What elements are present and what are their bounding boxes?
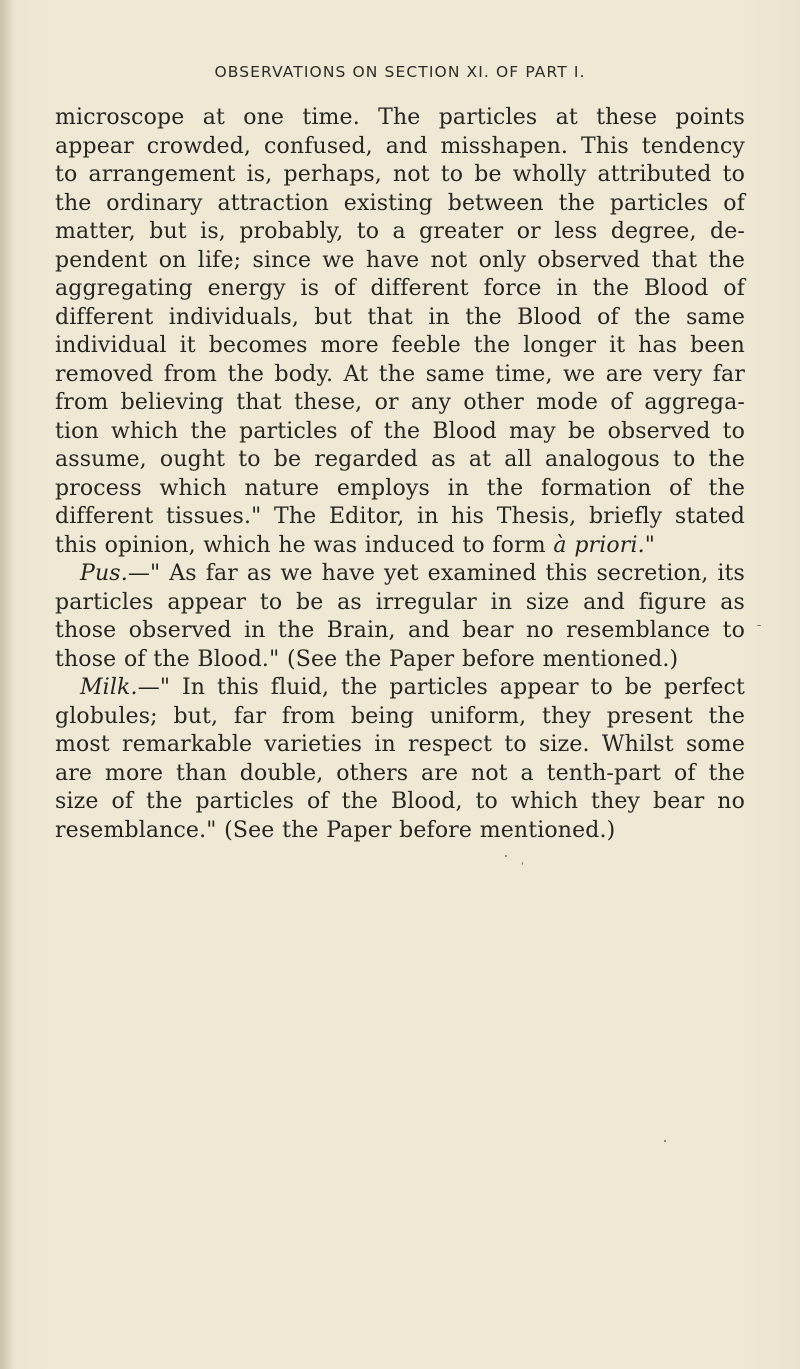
milk-paragraph-start: [55, 674, 745, 703]
paper-speck: [757, 625, 761, 626]
text-line: microscope at one time. The particles at these points: [55, 105, 745, 130]
text-line: [55, 532, 745, 561]
body-text: [55, 104, 745, 845]
text-line: are more than double, others are not a tenth-part of the: [55, 760, 745, 786]
paper-speck: [664, 1140, 666, 1142]
text-line: the ordinary attraction existing between the particles of: [55, 190, 745, 216]
text-line: assume, ought to be regarded as at all analogous to the: [55, 447, 745, 472]
paper-speck: [522, 862, 523, 865]
text-line: those of the Blood." (See the Paper before mentioned.): [55, 646, 679, 672]
text-line: particles appear to be as irregular in size and figure as: [55, 589, 745, 615]
text-line: most remarkable varieties in respect to size. Whilst some: [55, 732, 745, 757]
text-line: pendent on life; since we have not only observed that the: [55, 247, 745, 273]
text-line: removed from the body. At the same time, we are very far: [55, 361, 745, 387]
text-line: different tissues." The Editor, in his Thesis, briefly stated: [55, 504, 745, 529]
page-edge-shadow: [0, 0, 14, 1369]
text-run: —" As far as we have yet examined this secretion, its: [127, 561, 745, 586]
milk-label: Milk.: [80, 675, 138, 700]
text-line: individual it becomes more feeble the longer it has been: [55, 333, 745, 358]
text-run: this opinion, which he was induced to form: [55, 532, 554, 558]
text-line: process which nature employs in the formation of the: [55, 475, 745, 501]
text-line: matter, but is, probably, to a greater or less degree, de-: [55, 219, 745, 244]
text-line: resemblance." (See the Paper before mentioned.): [55, 817, 616, 843]
text-line: tion which the particles of the Blood may be observed to: [55, 418, 745, 444]
text-line: those observed in the Brain, and bear no resemblance to: [55, 618, 745, 643]
text-line: globules; but, far from being uniform, they present the: [55, 703, 745, 729]
running-head: OBSERVATIONS ON SECTION XI. OF PART I.: [214, 63, 586, 81]
italic-phrase: à priori.: [553, 532, 645, 558]
text-line: from believing that these, or any other mode of aggrega-: [55, 390, 745, 415]
text-line: aggregating energy is of different force in the Blood of: [55, 276, 745, 301]
paper-speck: [505, 855, 507, 857]
text-line: size of the particles of the Blood, to which they bear no: [55, 789, 745, 814]
text-line: different individuals, but that in the Blood of the same: [55, 304, 745, 330]
text-run: ": [644, 532, 656, 558]
text-line: to arrangement is, perhaps, not to be wholly attributed to: [55, 162, 745, 187]
text-run: —" In this fluid, the particles appear to be perfect: [137, 675, 745, 700]
pus-label: Pus.: [80, 561, 128, 586]
pus-paragraph-start: [55, 560, 745, 589]
text-line: appear crowded, confused, and misshapen. This tendency: [55, 133, 745, 159]
